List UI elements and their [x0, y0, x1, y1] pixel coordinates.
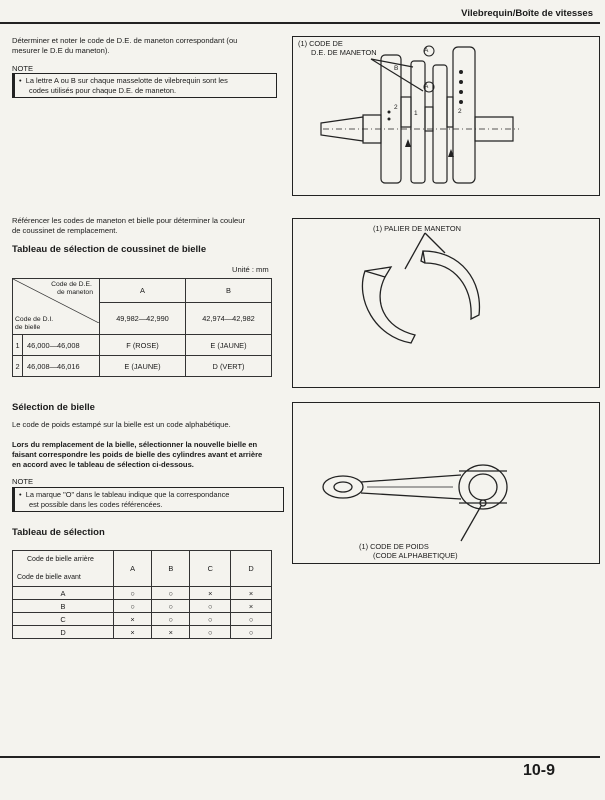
- table1-range-b: 42,974—42,982: [186, 303, 272, 335]
- table2-corner: [13, 551, 114, 587]
- table1-row1-b: E (JAUNE): [186, 335, 272, 356]
- table1-col-b: B: [186, 279, 272, 303]
- selection-p2-line-2: faisant correspondre les poids de bielle des cylindres avant et arrière: [12, 450, 263, 459]
- table2-col-c: C: [190, 551, 231, 587]
- table2-title: Tableau de sélection: [12, 527, 105, 538]
- reference-text: [12, 216, 245, 236]
- figure-bearing: [292, 218, 600, 388]
- note-1-line-1: • La lettre A ou B sur chaque masselotte de vilebrequin sont les: [19, 76, 228, 85]
- figure3-label-2: (CODE ALPHABETIQUE): [373, 551, 458, 560]
- table1-corner-top: [51, 281, 93, 297]
- crankshaft-drawing: [293, 37, 599, 195]
- table1-row2-num: 2: [13, 356, 23, 377]
- table2-cell: ○: [190, 626, 231, 639]
- table2-cell: ×: [152, 626, 190, 639]
- table-row: [13, 335, 272, 356]
- table1-unit: Unité : mm: [232, 265, 269, 274]
- table2-row-d-label: D: [13, 626, 114, 639]
- table2-cell: ○: [114, 600, 152, 613]
- note-box-2: [12, 487, 284, 512]
- table2-cell: ○: [231, 613, 272, 626]
- bearing-selection-table: [12, 278, 272, 377]
- mark-a-mid: A: [424, 83, 429, 90]
- table2-row-c-label: C: [13, 613, 114, 626]
- table2-col-b: B: [152, 551, 190, 587]
- table1-header-row-1: [13, 279, 272, 303]
- note-2-line-2: est possible dans les codes référencées.: [29, 499, 163, 509]
- header-rule: [0, 22, 600, 24]
- table1-corner-bottom: [15, 316, 53, 332]
- table2-col-a: A: [114, 551, 152, 587]
- intro-text: [12, 36, 237, 56]
- table1-col-a: A: [100, 279, 186, 303]
- table2-row-b-label: B: [13, 600, 114, 613]
- bearing-drawing: [293, 219, 599, 387]
- corner-top-line-1: Code de D.E.: [51, 281, 92, 288]
- figure3-label-1: (1) CODE DE POIDS: [359, 542, 429, 551]
- table2-col-d: D: [231, 551, 272, 587]
- table1-row2-b: D (VERT): [186, 356, 272, 377]
- selection-p2-line-1: Lors du remplacement de la bielle, sélectionner la nouvelle bielle en: [12, 440, 258, 449]
- note-1-text-1: La lettre A ou B sur chaque masselotte de vilebrequin sont les: [25, 76, 228, 85]
- figure-crankshaft: [292, 36, 600, 196]
- table2-cell: ○: [152, 587, 190, 600]
- table2-cell: ○: [152, 613, 190, 626]
- table2-cell: ○: [231, 626, 272, 639]
- table1-row2-a: E (JAUNE): [100, 356, 186, 377]
- mark-2-right: 2: [458, 108, 462, 115]
- table2-cell: ×: [231, 587, 272, 600]
- table-row: [13, 600, 272, 613]
- table2-header-row: [13, 551, 272, 587]
- note-box-1: [12, 73, 277, 98]
- mark-2-left: 2: [394, 104, 398, 111]
- reference-line-2: de coussinet de remplacement.: [12, 226, 118, 235]
- corner-bot-line-1: Code de D.I.: [15, 316, 54, 323]
- note-1-line-2: codes utilisés pour chaque D.E. de maneton.: [29, 85, 177, 95]
- table2-cell: ×: [231, 600, 272, 613]
- table2-cell: ○: [152, 600, 190, 613]
- corner-bot-line-2: de bielle: [15, 324, 41, 331]
- table-row: [13, 613, 272, 626]
- table1-row2-range: 46,008—46,016: [23, 356, 100, 377]
- mark-b: B: [394, 65, 399, 72]
- connecting-rod-drawing: [293, 403, 599, 563]
- table-row: [13, 356, 272, 377]
- table2-row-a-label: A: [13, 587, 114, 600]
- table2-cell: ×: [114, 626, 152, 639]
- table2-cell: ○: [114, 587, 152, 600]
- note-2-text-1: La marque "O" dans le tableau indique que la correspondance: [25, 490, 230, 499]
- table1-range-a: 49,982—42,990: [100, 303, 186, 335]
- table1-title: Tableau de sélection de coussinet de bielle: [12, 244, 207, 255]
- selection-title: Sélection de bielle: [12, 402, 95, 413]
- note-label-1: NOTE: [12, 64, 34, 73]
- table2-cell: ×: [190, 587, 231, 600]
- selection-p2: [12, 440, 262, 470]
- table-row: [13, 587, 272, 600]
- selection-p1: Le code de poids estampé sur la bielle est un code alphabétique.: [12, 420, 231, 429]
- rod-selection-table: [12, 550, 272, 639]
- table-row: [13, 626, 272, 639]
- table1-row1-range: 46,000—46,008: [23, 335, 100, 356]
- table2-corner-top: Code de bielle arrière: [27, 556, 94, 563]
- table1-row1-a: F (ROSE): [100, 335, 186, 356]
- figure1-label-2: D.E. DE MANETON: [311, 48, 377, 57]
- table1-corner: [13, 279, 100, 335]
- table2-cell: ○: [190, 600, 231, 613]
- table2-corner-bottom: Code de bielle avant: [17, 574, 81, 581]
- note-2-line-1: • La marque "O" dans le tableau indique que la correspondance: [19, 490, 230, 499]
- table1-row1-num: 1: [13, 335, 23, 356]
- figure1-label-1: (1) CODE DE: [298, 39, 343, 48]
- page-number: 10-9: [522, 762, 555, 779]
- note-label-2: NOTE: [12, 477, 34, 486]
- corner-top-line-2: de maneton: [57, 289, 93, 296]
- mark-a-top: A: [424, 47, 429, 54]
- intro-line-2: mesurer le D.E du maneton).: [12, 46, 110, 55]
- table2-cell: ×: [114, 613, 152, 626]
- selection-p2-line-3: en accord avec le tableau de sélection ci-dessous.: [12, 460, 194, 469]
- figure-connecting-rod: [292, 402, 600, 564]
- footer-rule: [0, 756, 600, 758]
- table2-cell: ○: [190, 613, 231, 626]
- figure2-label: (1) PALIER DE MANETON: [373, 224, 462, 233]
- reference-line-1: Référencer les codes de maneton et bielle pour déterminer la couleur: [12, 216, 246, 225]
- intro-line-1: Déterminer et noter le code de D.E. de maneton correspondant (ou: [12, 36, 238, 45]
- mark-1-left: 1: [414, 110, 418, 117]
- page-header-title: Vilebrequin/Boîte de vitesses: [461, 8, 593, 19]
